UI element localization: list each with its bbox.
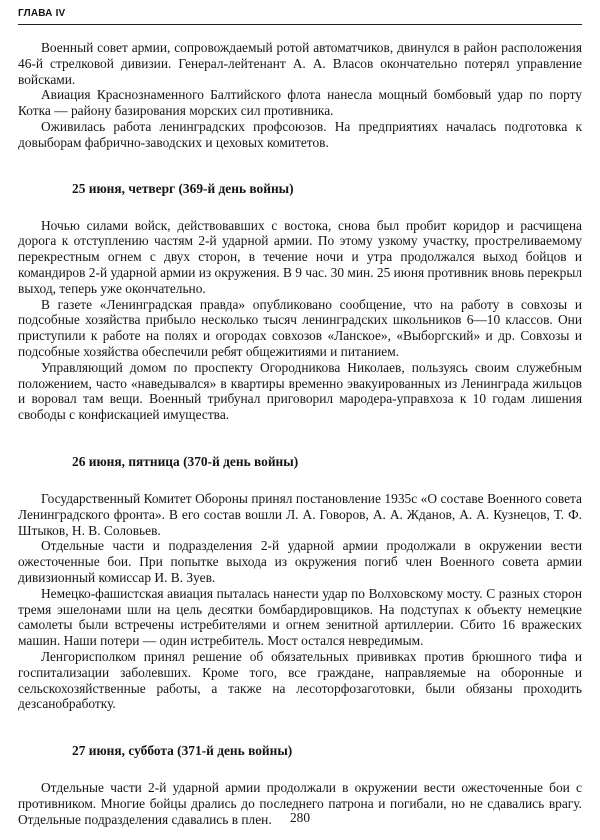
section-heading-june-27: 27 июня, суббота (371-й день войны) — [72, 743, 293, 759]
paragraph: Государственный Комитет Обороны принял постановление 1935с «О составе Военного совета Ленинградского фронта». В его состав вошли Л. А. Говоров, А. А. Жданов, А. А. Кузнецов, Т. Ф. Штыков, Н. В. Соловьев. — [18, 490, 582, 538]
chapter-label: ГЛАВА IV — [18, 8, 66, 19]
paragraph: Отдельные части 2-й ударной армии продолжали в окружении вести ожесточенные бои с противником. Многие бойцы дрались до последнего патрона и погибали, но не сдавались врагу. Отдельные подразделения сдавались в плен. — [18, 780, 582, 827]
paragraph: Ночью силами войск, действовавших с востока, снова был пробит коридор и расчищена дорога к отступлению частям 2-й ударной армии. По этому узкому участку, простреливаемому перекрестным огнем с двух сторон, в течение ночи и утра продолжался выход бойцов и командиров 2-й ударной армии из окружения. В 9 час. 30 мин. 25 июня противник вновь перекрыл выход, теперь уже окончательно. — [18, 217, 582, 296]
page-number: 280 — [289, 810, 311, 825]
paragraph: В газете «Ленинградская правда» опубликовано сообщение, что на работу в совхозы и подсобные хозяйства прибыло несколько тысяч ленинградских школьников 6—10 классов. Они приступили к работе на полях и огородах совхозов «Ланское», «Выборгский» и др. Совхозы и подсобные хозяйства обеспечили ребят общежитиями и питанием. — [18, 296, 582, 359]
paragraph: Оживилась работа ленинградских профсоюзов. На предприятиях началась подготовка к довыборам фабрично-заводских и цеховых комитетов. — [18, 118, 582, 150]
section-heading-june-26: 26 июня, пятница (370-й день войны) — [72, 453, 299, 469]
paragraph: Военный совет армии, сопровождаемый ротой автоматчиков, двинулся в район расположения 46-й стрелковой дивизии. Генерал-лейтенант А. А. Власов окончательно потерял управление войсками. — [18, 40, 582, 87]
paragraph: Отдельные части и подразделения 2-й ударной армии продолжали в окружении вести ожесточенные бои. При попытке выхода из окружения погиб член Военного совета армии дивизионный комиссар И. В. Зуев. — [18, 538, 582, 585]
paragraph: Немецко-фашистская авиация пыталась нанести удар по Волховскому мосту. С разных сторон тремя эшелонами шли на цель десятки бомбардировщиков. На подступах к объекту немецкие самолеты были встречены истребителями и огнем зенитной артиллерии. Сбито 16 вражеских машин. Наши потери — один истребитель. Мост остался невредимым. — [18, 585, 582, 649]
page-body — [18, 40, 582, 827]
paragraph: Ленгорисполком принял решение об обязательных прививках против брюшного тифа и госпитализации заболевших. Кроме того, все граждане, направляемые на оборонные и сельскохозяйственные работы, а также на лесоторфозаготовки, были обязаны проходить дезсанобработку. — [18, 648, 582, 712]
paragraph: Авиация Краснознаменного Балтийского флота нанесла мощный бомбовый удар по порту Котка — району базирования морских сил противника. — [18, 87, 582, 119]
running-header — [18, 6, 582, 25]
paragraph: Управляющий домом по проспекту Огородникова Николаев, пользуясь своим служебным положением, часто «наведывался» в квартиры временно эвакуированных из Ленинграда жильцов и воровал там вещи. Военный трибунал приговорил мародера-управхоза к 10 годам лишения свободы с конфискацией имущества. — [18, 359, 582, 423]
section-heading-june-25: 25 июня, четверг (369-й день войны) — [72, 180, 294, 196]
